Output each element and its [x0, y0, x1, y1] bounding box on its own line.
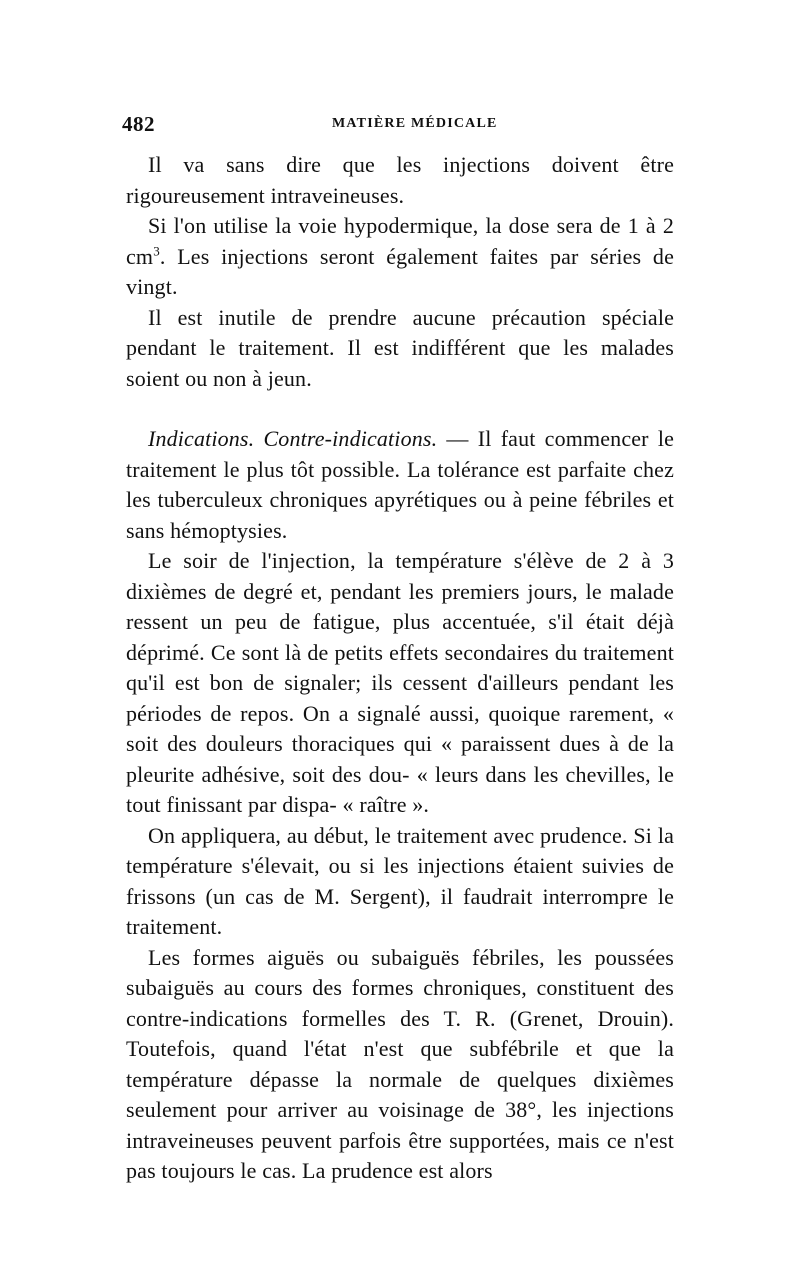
paragraph-precaution: Il est inutile de prendre aucune précaution spéciale pendant le traitement. Il est indifférent que les malades soient ou non à jeun. — [126, 304, 674, 391]
running-title: MATIÈRE MÉDICALE — [332, 116, 498, 131]
cubic-superscript: 3 — [153, 243, 160, 259]
page-header — [122, 112, 682, 136]
page-number: 482 — [122, 112, 155, 136]
paragraph-voie-hypodermique — [126, 211, 674, 303]
dose-text-before: Si l'on utilise la voie hypodermique, la dose sera de 1 à 2 cm — [126, 213, 674, 269]
body-text — [126, 150, 674, 1187]
section-gap — [126, 394, 674, 424]
indications-text: — Il faut commencer le traitement le plus tôt possible. La tolérance est parfaite chez les tuberculeux chroniques apyrétiques ou à peine fébriles et sans hémoptysies. — [126, 426, 675, 543]
paragraph-indications — [126, 424, 674, 546]
dose-text-after: . Les injections seront également faites par séries de vingt. — [126, 243, 674, 299]
section-heading-indications: Indications. Contre-indications. — [148, 426, 438, 451]
paragraph-prudence: On appliquera, au début, le traitement avec prudence. Si la température s'élevait, ou si les injections étaient suivies de frissons (un cas de M. Sergent), il faudrait interrompre le traitement. — [126, 822, 674, 939]
paragraph-contre-indications: Les formes aiguës ou subaiguës fébriles, les poussées subaiguës au cours des formes chroniques, constituent des contre-indications formelles des T. R. (Grenet, Drouin). Toutefois, quand l'état n'est que subfébrile et que la température dépasse la normale de quelques dixièmes seulement pour arriver au voisinage de 38°, les injections intraveineuses peuvent parfois être supportées, mais ce n'est pas toujours le cas. La prudence est alors — [126, 944, 674, 1183]
paragraph-injections-intraveineuses: Il va sans dire que les injections doivent être rigoureusement intraveineuses. — [126, 152, 674, 208]
paragraph-temperature: Le soir de l'injection, la température s'élève de 2 à 3 dixièmes de degré et, pendant les premiers jours, le malade ressent un peu de fatigue, plus accentuée, s'il était déjà déprimé. Ce sont là de petits effets secondaires du traitement qu'il est bon de signaler; ils cessent d'ailleurs pendant les périodes de repos. On a signalé aussi, quoique rarement, « soit des douleurs thoraciques qui « paraissent dues à de la pleurite adhésive, soit des dou- « leurs dans les chevilles, le tout finissant par dispa- « raître ». — [126, 548, 674, 817]
